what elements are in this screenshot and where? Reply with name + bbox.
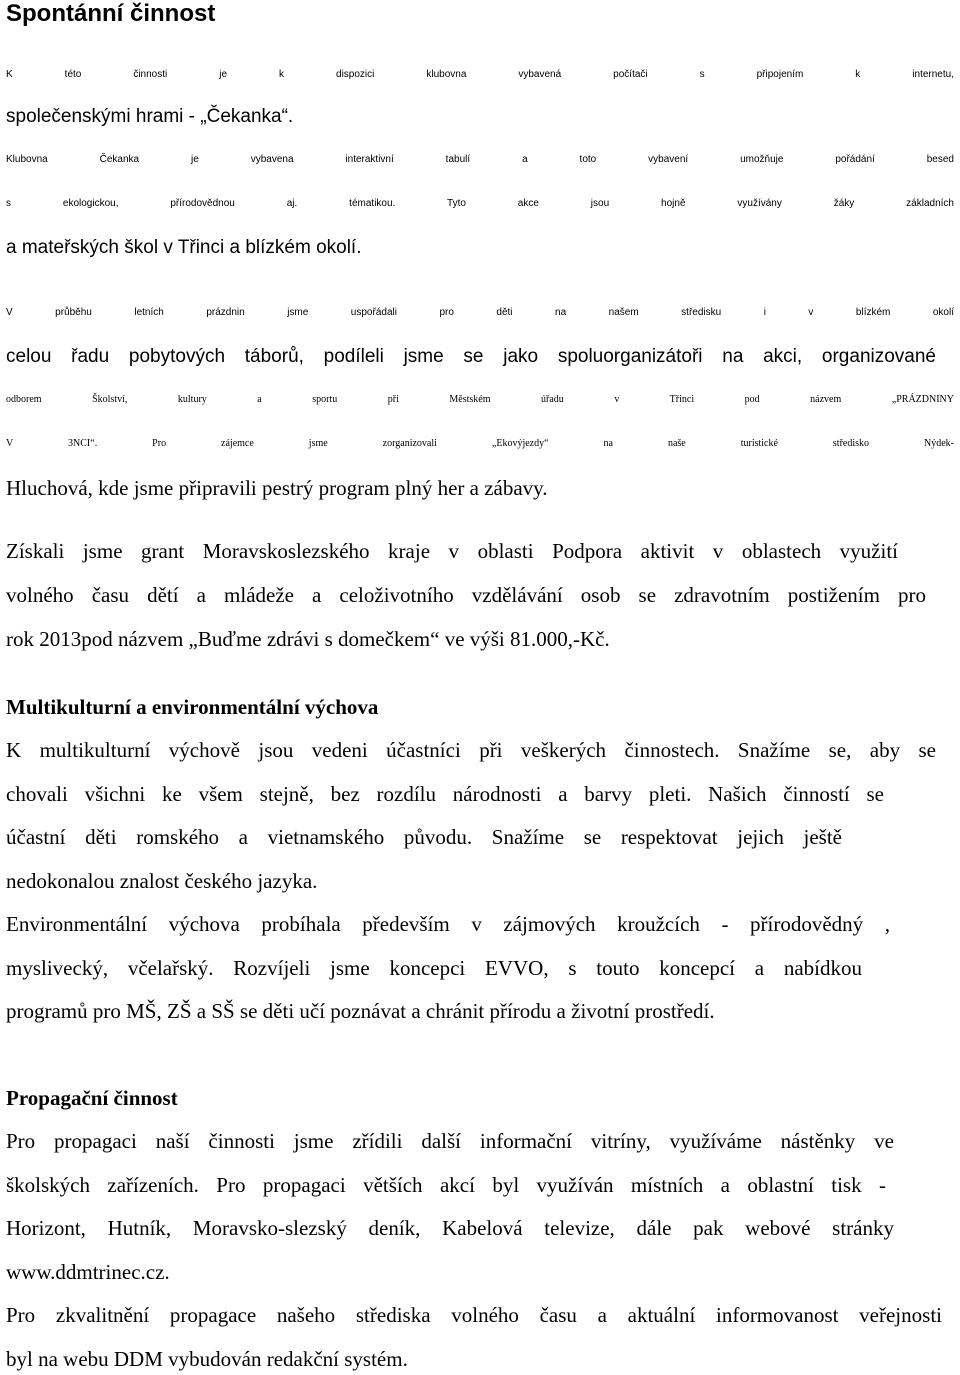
text-line: s ekologickou, přírodovědnou aj. tématikou. Tyto akce jsou hojně využívány žáky základních — [6, 198, 954, 209]
text-line: www.ddmtrinec.cz. — [6, 1260, 170, 1284]
section-title-multikulturni: Multikulturní a environmentální výchova — [6, 695, 379, 719]
text-line: celou řadu pobytových táborů, podíleli jsme se jako spoluorganizátoři na akci, organizované — [6, 346, 936, 367]
text-line: Pro zkvalitnění propagace našeho střediska volného času a aktuální informovanost veřejnosti — [6, 1303, 942, 1327]
text-line: a mateřských škol v Třinci a blízkém okolí. — [6, 237, 362, 258]
text-line: K multikulturní výchově jsou vedeni účastníci při veškerých činnostech. Snažíme se, aby se — [6, 738, 936, 762]
text-line: odborem Školství, kultury a sportu při Městském úřadu v Třinci pod názvem „PRÁZDNINY — [6, 394, 954, 405]
text-line: školských zařízeních. Pro propagaci větších akcí byl využíván místních a oblastní tisk - — [6, 1173, 886, 1197]
text-line: myslivecký, včelařský. Rozvíjeli jsme koncepci EVVO, s touto koncepcí a nabídkou — [6, 956, 862, 980]
text-line: nedokonalou znalost českého jazyka. — [6, 869, 318, 893]
section-title-spontanni: Spontánní činnost — [6, 0, 216, 27]
text-line: společenskými hrami - „Čekanka“. — [6, 106, 294, 127]
section-title-propagace: Propagační činnost — [6, 1086, 178, 1110]
text-line: Získali jsme grant Moravskoslezského kraje v oblasti Podpora aktivit v oblastech využití — [6, 539, 898, 563]
text-line: Klubovna Čekanka je vybavena interaktivní tabulí a toto vybavení umožňuje pořádání besed — [6, 154, 954, 165]
text-line: účastní děti romského a vietnamského původu. Snažíme se respektovat jejich ještě — [6, 825, 842, 849]
text-line: chovali všichni ke všem stejně, bez rozdílu národnosti a barvy pleti. Našich činností se — [6, 782, 884, 806]
text-line: rok 2013pod názvem „Buďme zdrávi s domečkem“ ve výši 81.000,-Kč. — [6, 627, 610, 651]
text-line: byl na webu DDM vybudován redakční systém. — [6, 1347, 408, 1371]
text-line: K této činnosti je k dispozici klubovna vybavená počítači s připojením k internetu, — [6, 69, 954, 80]
text-line: volného času dětí a mládeže a celoživotního vzdělávání osob se zdravotním postižením pro — [6, 583, 926, 607]
text-line: Horizont, Hutník, Moravsko-slezský deník, Kabelová televize, dále pak webové stránky — [6, 1216, 894, 1240]
text-line: programů pro MŠ, ZŠ a SŠ se děti učí poznávat a chránit přírodu a životní prostředí. — [6, 999, 715, 1023]
text-line: Hluchová, kde jsme připravili pestrý program plný her a zábavy. — [6, 476, 548, 500]
text-line: Pro propagaci naší činnosti jsme zřídili další informační vitríny, využíváme nástěnky ve — [6, 1129, 894, 1153]
text-line: V 3NCI“. Pro zájemce jsme zorganizovali „Ekovýjezdy“ na naše turistické středisko Nýdek- — [6, 438, 954, 449]
text-line: Environmentální výchova probíhala především v zájmových kroužcích - přírodovědný , — [6, 912, 890, 936]
text-line: V průběhu letních prázdnin jsme uspořádali pro děti na našem středisku i v blízkém okolí — [6, 307, 954, 318]
